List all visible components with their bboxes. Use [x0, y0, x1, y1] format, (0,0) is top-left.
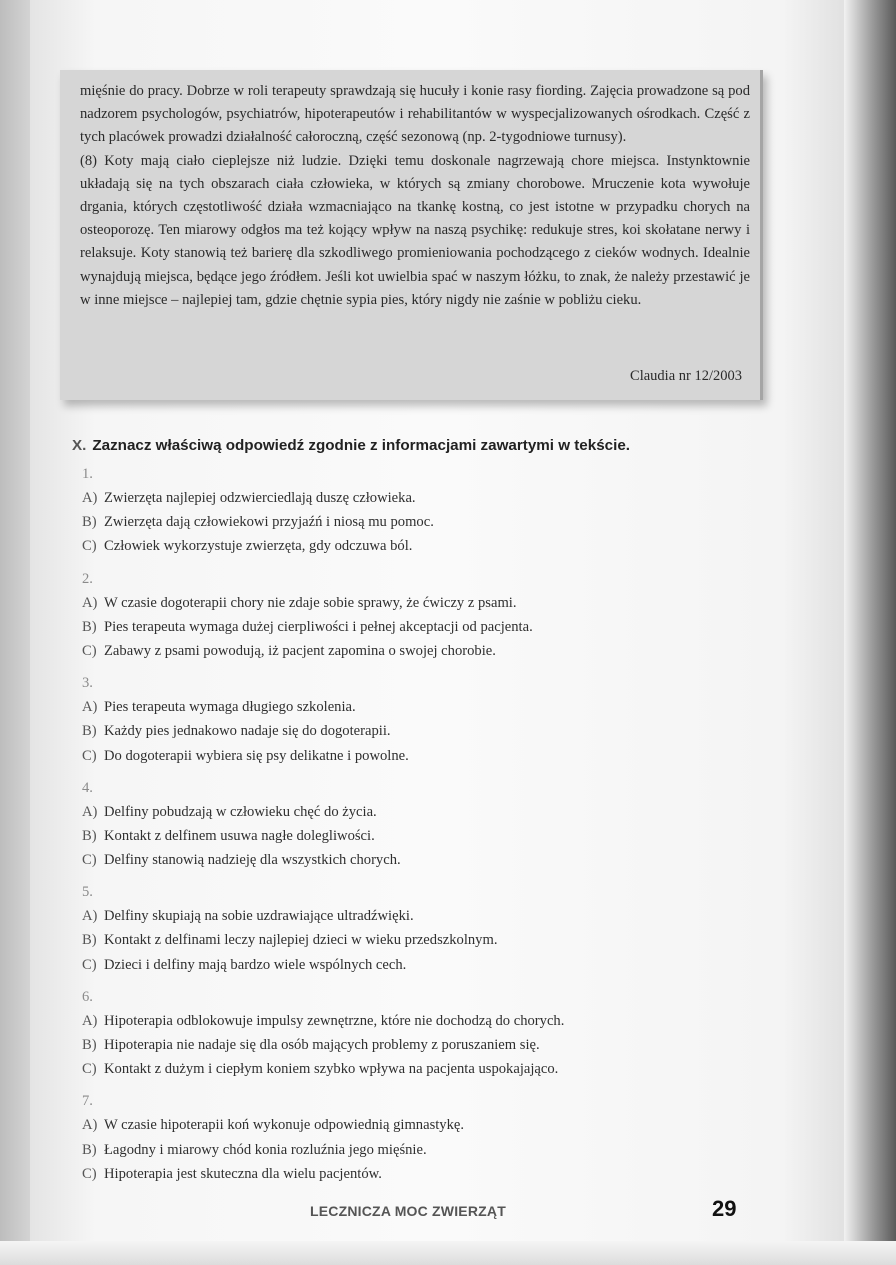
question: [82, 880, 722, 977]
option-letter: A): [82, 1012, 98, 1029]
option-text: Delfiny skupiają na sobie uzdrawiające ultradźwięki.: [104, 908, 414, 925]
answer-option[interactable]: [82, 800, 722, 824]
question-number: 7.: [82, 1093, 93, 1110]
option-letter: B): [82, 827, 97, 844]
article-paragraph: mięśnie do pracy. Dobrze w roli terapeuty sprawdzają się hucuły i konie rasy fiording. Zajęcia prowadzone są pod nadzorem psychologów, psychiatrów, hipoterapeutów i rehabilitantów w wyspecjalizowanych ośrodkach. Część z tych placówek prowadzi działalność całoroczną, część sezonową (np. 2-tygodniowe turnusy).: [80, 83, 750, 146]
option-text: Łagodny i miarowy chód konia rozluźnia jego mięśnie.: [104, 1141, 427, 1158]
answer-option[interactable]: [82, 824, 722, 848]
question: [82, 1089, 722, 1186]
answer-option[interactable]: [82, 848, 722, 872]
answer-option[interactable]: [82, 744, 722, 768]
question-number: 4.: [82, 779, 93, 796]
option-text: Kontakt z dużym i ciepłym koniem szybko wpływa na pacjenta uspokajająco.: [104, 1061, 559, 1078]
option-letter: B): [82, 1141, 97, 1158]
option-text: Kontakt z delfinami leczy najlepiej dzieci w wieku przedszkolnym.: [104, 932, 498, 949]
answer-option[interactable]: [82, 1138, 722, 1162]
question: [82, 776, 722, 873]
option-text: Zwierzęta najlepiej odzwierciedlają duszę człowieka.: [104, 490, 416, 506]
option-text: Dzieci i delfiny mają bardzo wiele wspólnych cech.: [104, 956, 407, 973]
answer-option[interactable]: [82, 510, 722, 534]
page-bottom-edge: [0, 1241, 896, 1265]
answer-option[interactable]: [82, 695, 722, 719]
option-letter: C): [82, 956, 97, 973]
option-letter: B): [82, 723, 97, 740]
question: [82, 671, 722, 768]
article-source: Claudia nr 12/2003: [630, 368, 742, 384]
option-letter: A): [82, 699, 98, 716]
answer-option[interactable]: [82, 591, 722, 615]
option-text: Delfiny pobudzają w człowieku chęć do życia.: [104, 803, 377, 820]
option-letter: B): [82, 618, 97, 635]
option-text: W czasie dogoterapii chory nie zdaje sobie sprawy, że ćwiczy z psami.: [104, 594, 517, 611]
option-letter: A): [82, 908, 98, 925]
footer-chapter-title: LECZNICZA MOC ZWIERZĄT: [310, 1203, 506, 1219]
option-letter: B): [82, 514, 97, 531]
option-text: Człowiek wykorzystuje zwierzęta, gdy odczuwa ból.: [104, 538, 413, 555]
option-text: Każdy pies jednakowo nadaje się do dogoterapii.: [104, 723, 391, 740]
option-text: Hipoterapia odblokowuje impulsy zewnętrzne, które nie dochodzą do chorych.: [104, 1012, 565, 1029]
answer-option[interactable]: [82, 1033, 722, 1057]
article-text: [80, 80, 750, 312]
option-letter: C): [82, 1061, 97, 1078]
question-number: 3.: [82, 675, 93, 692]
answer-option[interactable]: [82, 1009, 722, 1033]
option-text: Do dogoterapii wybiera się psy delikatne i powolne.: [104, 747, 409, 764]
answer-option[interactable]: [82, 904, 722, 928]
option-text: Pies terapeuta wymaga dużej cierpliwości i pełnej akceptacji od pacjenta.: [104, 618, 533, 635]
option-letter: C): [82, 747, 97, 764]
task-number: X.: [72, 437, 87, 454]
option-text: Zabawy z psami powodują, iż pacjent zapomina o swojej chorobie.: [104, 642, 496, 659]
option-letter: B): [82, 1037, 97, 1053]
task-heading: [72, 437, 630, 454]
answer-option[interactable]: [82, 615, 722, 639]
question-number: 6.: [82, 988, 93, 1005]
option-text: Delfiny stanowią nadzieję dla wszystkich chorych.: [104, 852, 401, 869]
option-letter: A): [82, 1117, 98, 1134]
answer-option[interactable]: [82, 719, 722, 743]
option-text: W czasie hipoterapii koń wykonuje odpowiednią gimnastykę.: [104, 1117, 465, 1134]
answer-option[interactable]: [82, 928, 722, 952]
question-number: 5.: [82, 884, 93, 901]
option-text: Zwierzęta dają człowiekowi przyjaźń i niosą mu pomoc.: [104, 514, 434, 531]
option-letter: C): [82, 538, 97, 555]
answer-option[interactable]: [82, 534, 722, 558]
option-letter: C): [82, 1165, 97, 1182]
answer-option[interactable]: [82, 486, 722, 510]
option-text: Hipoterapia nie nadaje się dla osób mających problemy z poruszaniem się.: [104, 1037, 540, 1053]
task-instruction: Zaznacz właściwą odpowiedź zgodnie z informacjami zawartymi w tekście.: [92, 437, 630, 454]
article-paragraph: (8) Koty mają ciało cieplejsze niż ludzie. Dzięki temu doskonale nagrzewają chore miejsca. Instynktownie układają się na tych obszarach ciała człowieka, w których są zmiany chorobowe. Mruczenie kota wywołuje drgania, których częstotliwość działa wzmacniająco na tkankę kostną, co jest istotne w przypadku chorych na osteoporozę. Ten miarowy odgłos ma też kojący wpływ na naszą psychikę: redukuje stres, koi skołatane nerwy i relaksuje. Koty stanowią też barierę dla szkodliwego promieniowania pochodzącego z cieków wodnych. Idealnie wynajdują miejsca, będące jego źródłem. Jeśli kot uwielbia spać w naszym łóżku, to znak, że należy przestawić je w inne miejsce – najlepiej tam, gdzie chętnie sypia pies, który nigdy nie zaśnie w pobliżu cieku.: [80, 152, 750, 308]
question-number: 2.: [82, 570, 93, 587]
option-letter: C): [82, 852, 97, 869]
answer-option[interactable]: [82, 1057, 722, 1081]
answer-option[interactable]: [82, 953, 722, 977]
question-number: 1.: [82, 466, 93, 482]
page-edge-shadow: [844, 0, 896, 1265]
option-text: Hipoterapia jest skuteczna dla wielu pacjentów.: [104, 1165, 382, 1182]
option-letter: A): [82, 803, 98, 820]
answer-option[interactable]: [82, 1162, 722, 1186]
page-number: 29: [712, 1196, 737, 1221]
question: [82, 567, 722, 664]
option-text: Pies terapeuta wymaga długiego szkolenia.: [104, 699, 356, 716]
option-letter: A): [82, 594, 98, 611]
option-text: Kontakt z delfinem usuwa nagłe dolegliwości.: [104, 827, 375, 844]
option-letter: A): [82, 490, 98, 506]
option-letter: C): [82, 642, 97, 659]
questions-list: [82, 462, 722, 1194]
answer-option[interactable]: [82, 639, 722, 663]
question: [82, 462, 722, 559]
question: [82, 985, 722, 1082]
answer-option[interactable]: [82, 1113, 722, 1137]
option-letter: B): [82, 932, 97, 949]
